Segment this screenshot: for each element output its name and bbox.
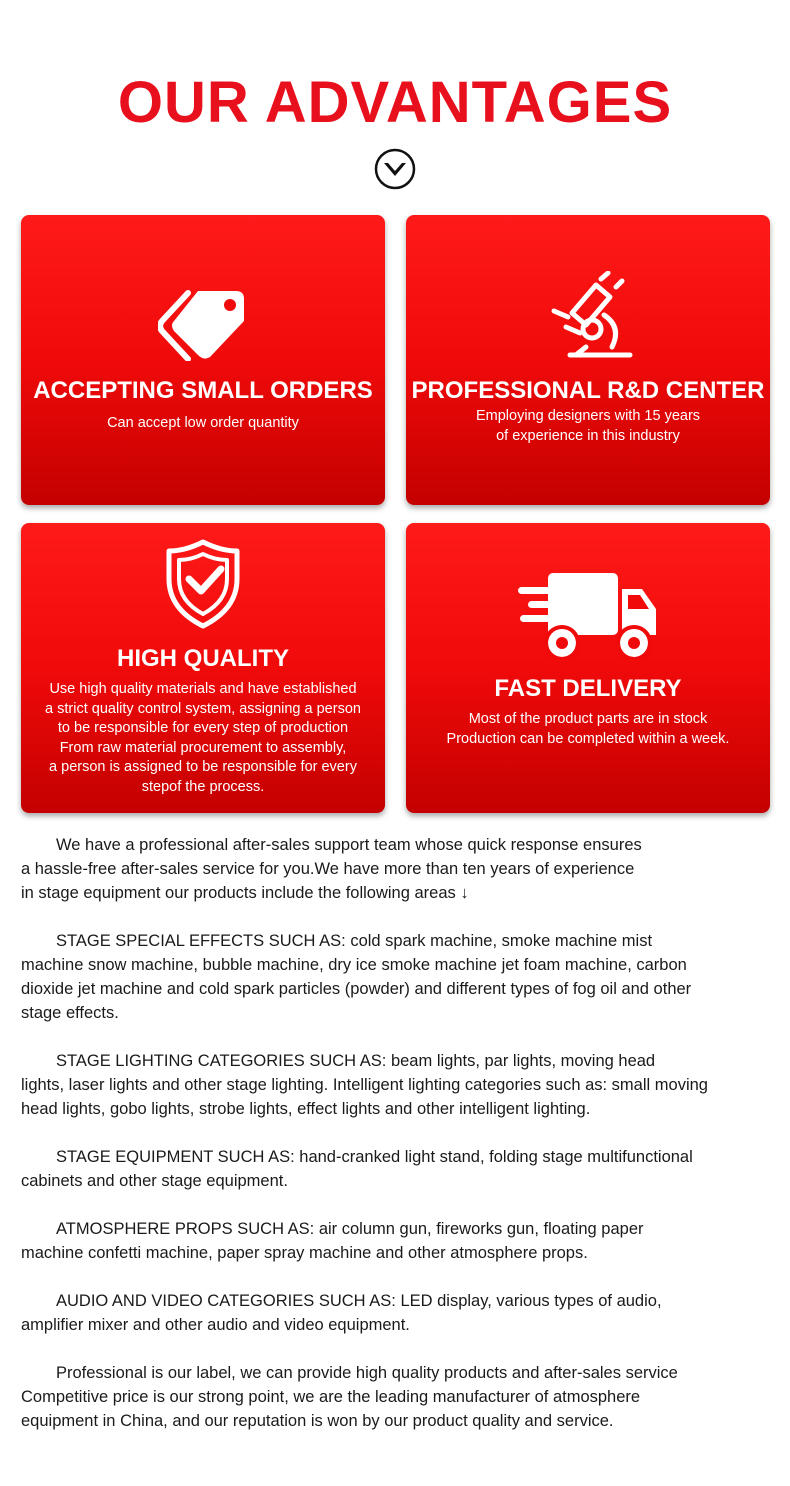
microscope-icon [546, 271, 634, 361]
section-line: amplifier mixer and other audio and video equipment. [21, 1316, 410, 1334]
card-text-line: to be responsible for every step of production [57, 720, 349, 737]
section-line: cabinets and other stage equipment. [21, 1172, 288, 1190]
section-line: lights, laser lights and other stage lighting. Intelligent lighting categories such as: small moving [21, 1076, 708, 1094]
advantage-card-high-quality [21, 523, 385, 813]
intro-line: in stage equipment our products include the following areas ↓ [21, 884, 469, 902]
advantage-card-small-orders [21, 215, 385, 505]
card-text-line: Use high quality materials and have established [49, 681, 357, 697]
advantage-card-rd-center [406, 215, 770, 505]
card-title: FAST DELIVERY [494, 675, 682, 702]
section-text: air column gun, fireworks gun, floating paper [314, 1220, 644, 1238]
section-first-line [21, 1049, 781, 1073]
card-text-line: a strict quality control system, assigning a person [45, 700, 361, 717]
card-text-line: From raw material procurement to assembly, [59, 739, 347, 756]
section-first-line [21, 1289, 781, 1313]
section-text: : hand-cranked light stand, folding stage multifunctional [290, 1148, 693, 1166]
card-text-line: Most of the product parts are in stock [468, 711, 708, 727]
section-line: machine snow machine, bubble machine, dry ice smoke machine jet foam machine, carbon [21, 956, 687, 974]
section-first-line [21, 1145, 781, 1169]
card-text-line: stepof the process. [141, 778, 265, 795]
card-text-line: Production can be completed within a week. [446, 730, 730, 747]
closing-line: Competitive price is our strong point, we are the leading manufacturer of atmosphere [21, 1388, 641, 1406]
section-line: machine confetti machine, paper spray machine and other atmosphere props. [21, 1244, 588, 1262]
advantage-card-fast-delivery [406, 523, 770, 813]
section-first-line [21, 929, 781, 953]
section-text: LED display, various types of audio, [395, 1292, 662, 1310]
page-title: OUR ADVANTAGES [117, 70, 673, 135]
card-text-line: a person is assigned to be responsible for every [49, 759, 357, 776]
description-text [21, 833, 781, 1433]
section-text: beam lights, par lights, moving head [386, 1052, 656, 1070]
price-tag-icon [158, 287, 250, 361]
shield-check-icon [165, 539, 241, 629]
section-heading: AUDIO AND VIDEO CATEGORIES SUCH AS: [56, 1292, 396, 1310]
section-heading: ATMOSPHERE PROPS SUCH AS: [56, 1220, 315, 1238]
section-heading: STAGE EQUIPMENT SUCH AS [56, 1148, 291, 1166]
section-text: : cold spark machine, smoke machine mist [341, 932, 653, 950]
card-text-line: of experience in this industry [496, 427, 680, 444]
section-first-line [21, 1217, 781, 1241]
section-line: head lights, gobo lights, strobe lights, effect lights and other intelligent lighting. [21, 1100, 591, 1118]
card-title: ACCEPTING SMALL ORDERS [33, 377, 373, 404]
closing-line: Professional is our label, we can provide high quality products and after-sales service [56, 1364, 678, 1382]
card-text-line: Employing designers with 15 years [475, 408, 701, 424]
section-heading: STAGE SPECIAL EFFECTS SUCH AS [56, 932, 342, 950]
intro-line: a hassle-free after-sales service for you.We have more than ten years of experience [21, 860, 635, 878]
section-line: dioxide jet machine and cold spark particles (powder) and different types of fog oil and other [21, 980, 692, 998]
delivery-truck-icon [518, 573, 660, 659]
card-title: HIGH QUALITY [117, 645, 289, 672]
closing-line: equipment in China, and our reputation is won by our product quality and service. [21, 1412, 614, 1430]
section-line: stage effects. [21, 1004, 119, 1022]
card-text-line: Can accept low order quantity [107, 415, 299, 431]
intro-line: We have a professional after-sales support team whose quick response ensures [56, 836, 642, 854]
section-heading: STAGE LIGHTING CATEGORIES SUCH AS: [56, 1052, 387, 1070]
chevron-down-icon [374, 148, 416, 190]
card-title: PROFESSIONAL R&D CENTER [411, 377, 765, 404]
